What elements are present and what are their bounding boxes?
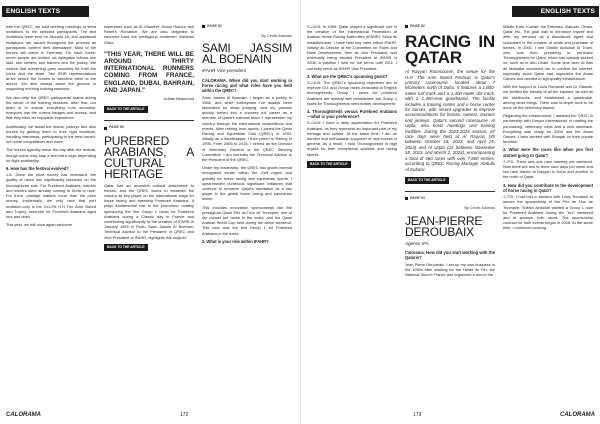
left-col-3: [202, 24, 292, 406]
paragraph: Regarding the infrastructure, I assisted the QREC in partnership with Gregor International, in rotating the purchasing, veterinary clinic and a new racetrack. Everything was ready for 2006 and the Asian Games. I later worked with Shaqab on their private facilities.: [503, 113, 593, 145]
paragraph: J.-P.D. I had met in tandem with Louis Romanet to secure the sponsorship of the Prix de l'Arc de Triomphe. Sheikh Abdullah wanted a Group 1 race for Purebred Arabians during the "Arc" weekend and to sponsor both races. The sponsorship contract for both events began in 2008. At the same time, I continued working: [503, 194, 593, 231]
paragraph: Additionally, we assist the teams, jockeys and also horses by guiding them to their right locations, handling interviews, participating in the best-turned-out horse competitions and more.: [6, 123, 96, 145]
question-heading: 2. What were the races like when you first started going to Qatar?: [503, 147, 593, 158]
right-col-1: [307, 24, 397, 406]
paragraph: Under my leadership, the QREC has grown internal recognized center within the Gulf region and globally for horse racing and equestrian sports. I spearheaded numerous significant initiatives that continue to enhance Qatar's reputation as a key player in the global horse racing and equestrian scene.: [202, 165, 292, 202]
paragraph: J.A. Since the prize money has increased, the quality of races has significantly improved on the thoroughbred side. For Purebred Arabians, trainers and owners were already coming to Doha to race. For them, prestige matters more than the prize money. Incidentally, the only race that isn't invitation-only is the Gr1-PA H.H The Amir Sword and Trophy, reserved for Purebred Arabians aged four and older.: [6, 172, 96, 219]
divider: [104, 120, 194, 121]
paragraph: Sami Jassim Al Boenain. I began as a jockey in 1988, and while fortheyears I've always been fascinated by show jumping, and my passion quickly turned into a success full career as a member of Qatar's national team. I represented my country through the international competitions and events. After retiring from sports, I joined the Qatar Racing and Equestrian Club (QREC) in 1993, initially as a handicapper. I then joined in Racing in 1995. From 2006 to 2015, I served as the Director of Veterinary General of the QREC Steering Committee. I am currently the Technical Advisor to the President of the QREC.: [202, 94, 292, 163]
question-heading: 6. How has the festival evolved?: [6, 166, 69, 172]
magazine-logo: CALORAMA: [6, 412, 41, 418]
square-bullet-icon: [202, 25, 205, 28]
right-col-2: [405, 24, 495, 406]
page-ref-label: PAGE 94: [405, 196, 495, 201]
back-to-article-button[interactable]: BACK TO THE ARTICLE: [307, 161, 351, 168]
question-heading: 3. What are the QREC's upcoming goals?: [307, 73, 388, 79]
article-subline: Agence IFA: [405, 240, 429, 246]
question-heading: Calorama. How did you start working with the Qataris?: [405, 250, 495, 261]
square-bullet-icon: [405, 197, 408, 200]
question-heading: 2. What is your role within IFAHR?: [202, 238, 269, 244]
paragraph: Qatar has an ancestral cultural attachment to horses, and the QREC works to establish the country as key player on the international stage for horse racing and breeding Purebred Arabians. It plays fundamental role in the promotion, notably sponsoring the first Group 1 races for Purebred Arabians during a Classic day in France and contributing significantly to the creation of IFAHR in January 1999 in Paris. Sami Jassim Al Boenain, Technical Advisor to the President of QREC and Vice-President of IFAHR, highlights this support.: [104, 182, 194, 240]
magazine-logo: CALORAMA: [560, 412, 595, 418]
pull-quote: "THIS YEAR, THERE WILL BE AROUND THIRTY INTERNATIONAL RUNNERS COMING FROM FRANCE, ENGLAND, DUBAI, BAHRAIN, AND JAPAN.": [104, 50, 194, 94]
paragraph: S.J.A.B. In 1999, Qatar played a significant role in the creation of the International Federation of Arabian Horse Racing Authorities (IFAHR). Since its establishment, I have held key roles within IFAHR, initially as Director of the Committee for Rules and Race Development, then as Vice President, and eventually being elected President of IFAHR in 2008, a position I held for the terms until 2011. I currently serve as IFAHR Vice President.: [307, 24, 397, 71]
article-headline: JEAN-PIERRE DEROUBAIX: [405, 213, 483, 239]
section-bar-right: ENGLISH TEXTS: [512, 6, 599, 17]
question-heading: 4. Thoroughbreds versus Purebred Arabians—what is your preference?: [307, 109, 397, 120]
byline: By Cécile Adonias: [261, 34, 292, 39]
paragraph: Middle East: Kuwait, the Emirates, Bahrain, Oman, Qatar etc. The goal was to introduce myself and offer my services as a bloodstock agent and consultant in the creation of studs and purchase of horses. In 2000, I met Sheikh Abdullah Al Thani, who was then preparing to purchase Thoroughbreds for Qatar, which had already worked on, such as in Abu Dhabi. Some time later, Al Ban de Malwalla contacted me to confirm the interest, especially since Qatar had organized the Asian Games and needed a high-quality infrastructure.: [503, 24, 593, 82]
article-headline: PUREBRED ARABIANS, A CULTURAL HERITAGE: [104, 133, 194, 181]
back-to-article-button[interactable]: BACK TO THE ARTICLE: [104, 106, 148, 113]
section-bar-left: ENGLISH TEXTS: [2, 6, 89, 17]
question-heading: CALORAMA. When did you start working in horse racing and what roles have you held within the QREC?: [202, 78, 292, 94]
paragraph: S.J.A.B. I have a deep appreciation for Purebred Arabians, as they represent an important part of my heritage and culture. At the same time, I am an admirer and enthusiastic supporter of race horses in general. As a result, I hold Thoroughbreds in high regard for their exceptional qualities and racing talents.: [307, 120, 397, 157]
pull-quote-author: Adrian Beaumont: [163, 96, 194, 102]
paragraph: superstars such as Al Ghadeer, Dubai Honour and Rebel's Romance. We are also delighted to welcome back the prestigious contender Sisfahan Glare.: [104, 24, 194, 45]
paragraph: We also help the QREC participants' teams during the whole of the training sessions. After that, our team is to ensure everything runs smoothly: everyone has the correct badges and access, and that they have an enjoyable experience.: [6, 94, 96, 121]
article-headline: SAMI JASSIM AL BOENAIN: [202, 41, 292, 67]
right-page: [300, 0, 600, 424]
page-ref-label: PAGE 92: [405, 24, 495, 29]
page-ref-label: PAGE 90: [104, 125, 194, 130]
paragraph: The horses typically leave the day after the festival, though some may stay a few extra days depending on flight availability.: [6, 147, 96, 163]
paragraph: This year, we will once again welcome: [6, 222, 72, 228]
square-bullet-icon: [405, 25, 408, 28]
divider: [405, 191, 495, 192]
paragraph: J.-P.D. There was one race meeting per weekend. Now there are two to three race days per week and two race tracks: Al Rayyan in Doha and another in the north of Qatar.: [503, 158, 593, 180]
left-col-1: [6, 24, 96, 406]
page-ref-label: PAGE 91: [202, 24, 292, 29]
paragraph: This includes innovative sponsorships like the prestigious Qatar Prix de l'Arc de Triomphe, one of the richest turf races in the world, and the Qatar Arabian World Cup held during the same weekend. This race was the first Group 1 for Purebred Arabians in the world.: [202, 204, 292, 236]
paragraph: With the support of Louis Romanet and Dr Olwade, we verified the identity of all the equines, as well as the studbooks, and established a quarantine, among other things. There was in-depth work to be done on the veterinary aspect.: [503, 84, 593, 111]
paragraph: Jean-Pierre Deroubaix. I set up my own business in the 1990s after working for the Haras du Pin, the National Stud in France and organized a tour in the: [405, 261, 495, 277]
article-headline: RACING IN QATAR: [405, 32, 495, 68]
back-to-article-button[interactable]: BACK TO THE ARTICLE: [405, 177, 449, 184]
right-col-3: [503, 24, 593, 406]
paragraph: S.J.A.B. The QREC's upcoming objectives are to improve Gr1 and Group races dedicated to English thoroughbreds. Group 1 races for purebred Arabians are already well established, but Group 1 races for Thoroughbreds need further development.: [307, 80, 397, 106]
back-to-article-button[interactable]: BACK TO THE ARTICLE: [104, 244, 148, 251]
page-number: 173: [413, 412, 422, 418]
square-bullet-icon: [104, 127, 107, 130]
left-col-2: [104, 24, 194, 406]
article-subline: IFAHR Vice-president: [202, 68, 246, 74]
paragraph: with the QREC, we hold working meetings to send invitations to the selected participants. The first invitations were sent on January 16, and additional invitations are issued throughout the process as participants confirm their attendance. Most of the horses will arrive in February. For each horse, seven people are invited: six delegates follows two lads, two owners, two trainers and the jockey. We ensure that everything goes smoothly for both the horse and the team. Two IFHR representatives arrive before the horses to welcome them at the airport. We also always assist the grooms in organizing morning training sessions.: [6, 24, 96, 92]
article-lead: Al Rayyan Racecourse, the venue for the H.H. The Amir Sword Festival, is Qatar's primary racecourse, located about 7 kilometers north of Doha. It features a 1,800-meter turf track and a 1,400-meter dirt track, with a 1,400-seat grandstand. The facility includes a training center and a horse center for horses, with recent upgrades to improve accommodations for horses, owners, trainers and jockeys. Qatar's second racecourse, Al Uqda, also hosts meetings and training facilities. During the 2023-2024 season, 67 race days were held at Al Rayyan (45 between October 18, 2023, and April 25, 2024) and Al Uqda (22 between November 18, 2023, and March 2, 2024), encompassing a total of 560 races with over 7,800 entries, according to QREC Racing Manager Abdulla Al Kubaisi.: [405, 69, 495, 172]
question-heading: 3. How did you contribute to the development of horse racing in Qatar?: [503, 182, 593, 193]
page-number: 172: [180, 412, 189, 418]
byline: By Cécile Adonias: [464, 206, 495, 211]
